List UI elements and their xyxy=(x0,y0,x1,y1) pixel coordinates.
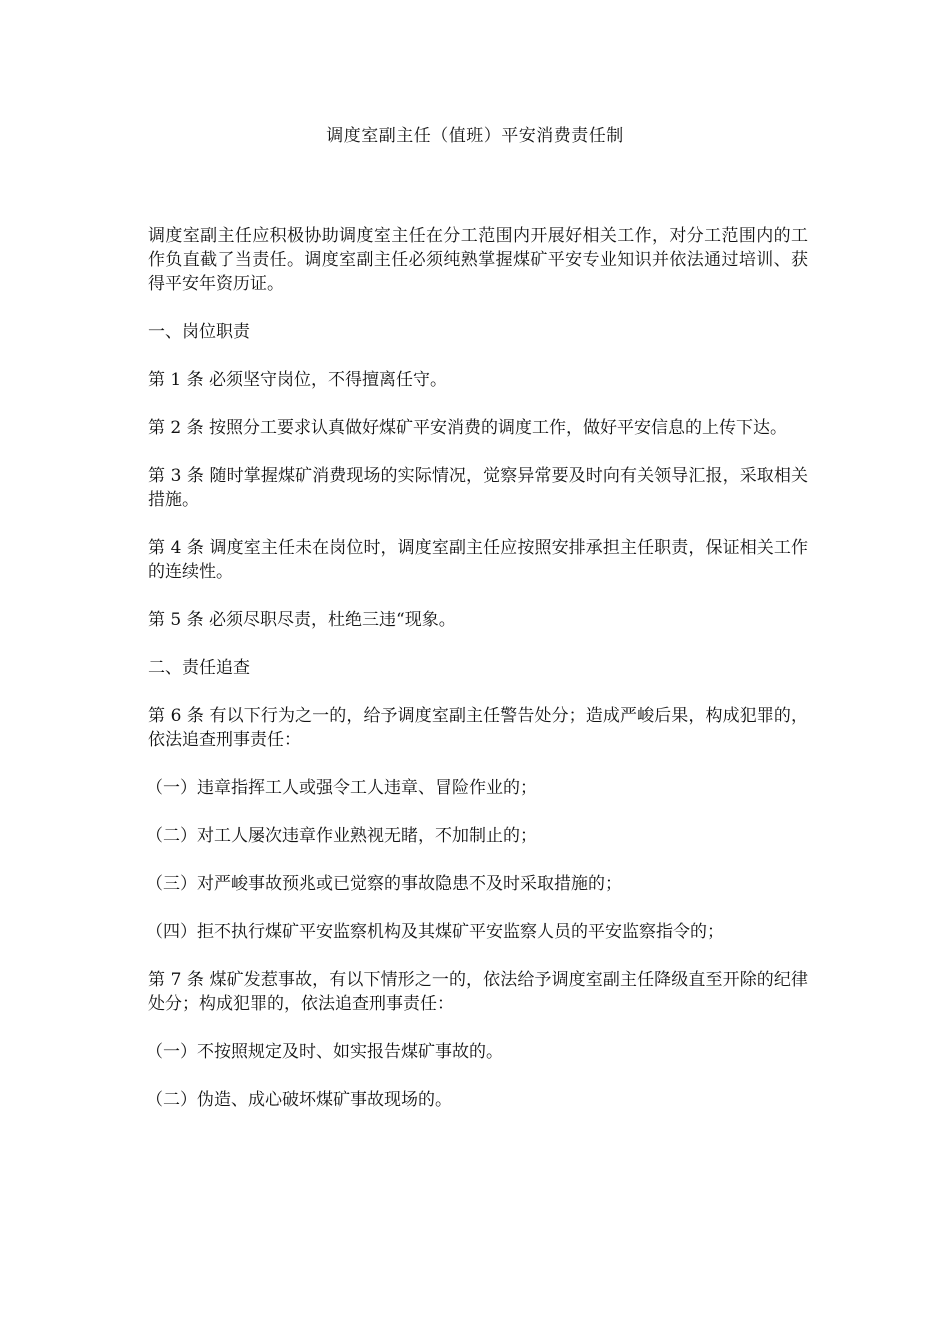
article-5: 第 5 条 必须尽职尽责，杜绝三违“现象。 xyxy=(148,610,456,630)
article-7: 第 7 条 煤矿发惹事故，有以下情形之一的，依法给予调度室副主任降级直至开除的纪律处分；构成犯罪的，依法追查刑事责任： xyxy=(148,970,808,1014)
document-title: 调度室副主任（值班）平安消费责任制 xyxy=(326,126,624,146)
article-6-item-3: （三）对严峻事故预兆或已觉察的事故隐患不及时采取措施的； xyxy=(146,874,622,894)
article-2: 第 2 条 按照分工要求认真做好煤矿平安消费的调度工作，做好平安信息的上传下达。 xyxy=(148,418,788,438)
section-heading-accountability: 二、责任追查 xyxy=(148,658,250,678)
article-6: 第 6 条 有以下行为之一的，给予调度室副主任警告处分；造成严峻后果，构成犯罪的，依法追查刑事责任： xyxy=(148,706,808,750)
article-6-item-4: （四）拒不执行煤矿平安监察机构及其煤矿平安监察人员的平安监察指令的； xyxy=(146,922,724,942)
article-7-item-1: （一）不按照规定及时、如实报告煤矿事故的。 xyxy=(146,1042,503,1062)
article-6-item-2: （二）对工人屡次违章作业熟视无睹，不加制止的； xyxy=(146,826,537,846)
article-4: 第 4 条 调度室主任未在岗位时，调度室副主任应按照安排承担主任职责，保证相关工作的连续性。 xyxy=(148,538,808,582)
document-body xyxy=(148,224,808,1136)
article-6-item-1: （一）违章指挥工人或强令工人违章、冒险作业的； xyxy=(146,778,537,798)
article-7-item-2: （二）伪造、成心破坏煤矿事故现场的。 xyxy=(146,1090,452,1110)
section-heading-duties: 一、岗位职责 xyxy=(148,322,250,342)
article-1: 第 1 条 必须坚守岗位，不得擅离任守。 xyxy=(148,370,448,390)
article-3: 第 3 条 随时掌握煤矿消费现场的实际情况，觉察异常要及时向有关领导汇报，采取相关措施。 xyxy=(148,466,808,510)
intro-paragraph: 调度室副主任应积极协助调度室主任在分工范围内开展好相关工作，对分工范围内的工作负直截了当责任。调度室副主任必须纯熟掌握煤矿平安专业知识并依法通过培训、获得平安年资历证。 xyxy=(148,226,808,294)
